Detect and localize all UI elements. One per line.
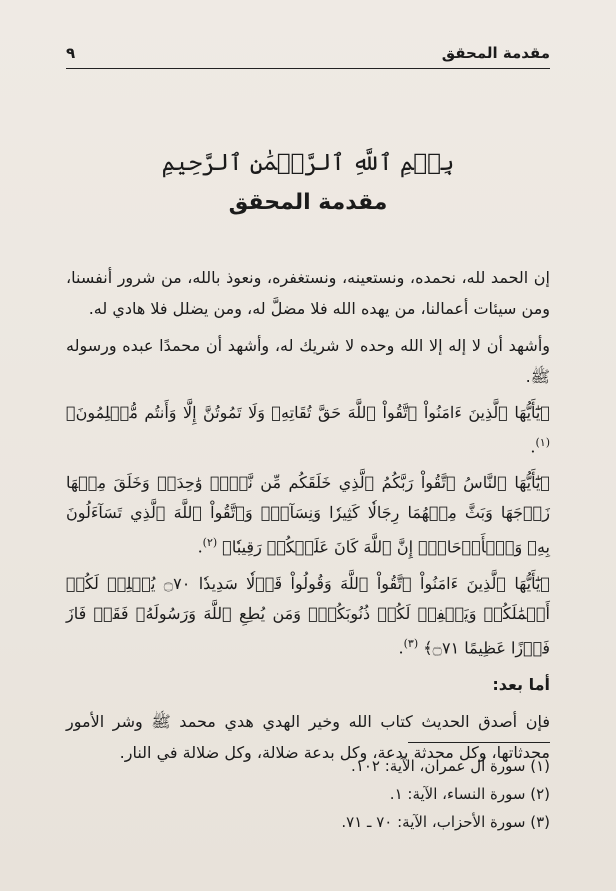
verse-text: ﴿يَٰٓأَيُّهَا ٱلَّذِينَ ءَامَنُواْ ٱتَّقُواْ ٱللَّهَ حَقَّ تُقَاتِهِۦ وَلَا تَمُوتُنَّ إِلَّا وَأَنتُم مُّسۡلِمُونَ﴾ <box>66 403 550 422</box>
footnote: (٣) سورة الأحزاب، الآية: ٧٠ ـ ٧١. <box>341 813 550 831</box>
running-header <box>66 42 550 69</box>
footnote-ref: (٣) <box>403 636 419 650</box>
paragraph: فإن أصدق الحديث كتاب الله وخير الهدي هدي محمد ﷺ وشر الأمور محدثاتها، وكل محدثة بدعة، وكل بدعة ضلالة، وكل ضلالة في النار. <box>66 711 550 762</box>
footnotes <box>66 752 550 836</box>
page-title: مقدمة المحقق <box>228 190 388 215</box>
verse: ﴿يَٰٓأَيُّهَا ٱلنَّاسُ ٱتَّقُواْ رَبَّكُمُ ٱلَّذِي خَلَقَكُم مِّن نَّفۡسٖ وَٰحِدَةٖ وَخَلَقَ مِنۡهَا زَوۡجَهَا وَبَثَّ مِنۡهُمَا رِجَالٗا كَثِيرٗا وَنِسَآءٗۚ وَٱتَّقُواْ ٱللَّهَ ٱلَّذِي تَسَآءَلُونَ بِهِۦ وَٱلۡأَرۡحَامَۚ إِنَّ ٱللَّهَ كَانَ عَلَيۡكُمۡ رَقِيبٗا﴾ $^{(٢)}$. <box>66 473 551 557</box>
footnote-separator <box>408 742 550 743</box>
page-number: ٩ <box>66 44 76 62</box>
footnote: (٢) سورة النساء، الآية: ١. <box>389 785 550 803</box>
footnote-ref: (٢) <box>202 536 218 550</box>
main-text <box>66 262 550 774</box>
verse-text: ﴿يَٰٓأَيُّهَا ٱلَّذِينَ ءَامَنُواْ ٱتَّقُواْ ٱللَّهَ وَقُولُواْ قَوۡلٗا سَدِيدٗا ۝٧٠ يُصۡلِحۡ لَكُمۡ أَعۡمَٰلَكُمۡ وَيَغۡفِرۡ لَكُمۡ ذُنُوبَكُمۡۗ وَمَن يُطِعِ ٱللَّهَ وَرَسُولَهُۥ فَقَدۡ فَازَ فَوۡزًا عَظِيمًا ۝٧١﴾ <box>66 573 550 657</box>
verse: ﴿يَٰٓأَيُّهَا ٱلَّذِينَ ءَامَنُواْ ٱتَّقُواْ ٱللَّهَ حَقَّ تُقَاتِهِۦ وَلَا تَمُوتُنَّ إِلَّا وَأَنتُم مُّسۡلِمُونَ﴾ $^{(١)}$. <box>66 403 550 457</box>
verse-text: ﴿يَٰٓأَيُّهَا ٱلنَّاسُ ٱتَّقُواْ رَبَّكُمُ ٱلَّذِي خَلَقَكُم مِّن نَّفۡسٖ وَٰحِدَةٖ وَخَلَقَ مِنۡهَا زَوۡجَهَا وَبَثَّ مِنۡهُمَا رِجَالٗا كَثِيرٗا وَنِسَآءٗۚ وَٱتَّقُواْ ٱللَّهَ ٱلَّذِي تَسَآءَلُونَ بِهِۦ وَٱلۡأَرۡحَامَۚ إِنَّ ٱللَّهَ كَانَ عَلَيۡكُمۡ رَقِيبٗا﴾ <box>66 473 551 557</box>
paragraph: وأشهد أن لا إله إلا الله وحده لا شريك له، وأشهد أن محمدًا عبده ورسوله ﷺ. <box>66 336 550 386</box>
footnote-ref: (١) <box>535 436 550 449</box>
section-heading: أما بعد: <box>492 674 550 694</box>
footnote: (١) سورة آل عمران، الآية: ١٠٢. <box>351 757 550 775</box>
basmala: بِسۡمِ ٱللَّهِ ٱلرَّحۡمَٰنِ ٱلرَّحِيمِ <box>161 150 455 176</box>
verse: ﴿يَٰٓأَيُّهَا ٱلَّذِينَ ءَامَنُواْ ٱتَّقُواْ ٱللَّهَ وَقُولُواْ قَوۡلٗا سَدِيدٗا ۝٧٠ يُصۡلِحۡ لَكُمۡ أَعۡمَٰلَكُمۡ وَيَغۡفِرۡ لَكُمۡ ذُنُوبَكُمۡۗ وَمَن يُطِعِ ٱللَّهَ وَرَسُولَهُۥ فَقَدۡ فَازَ فَوۡزًا عَظِيمًا ۝٧١﴾ $^{(٣)}$. <box>66 573 550 657</box>
paragraph: إن الحمد لله، نحمده، ونستعينه، ونستغفره، ونعوذ بالله، من شرور أنفسنا، ومن سيئات أعمالنا، من يهده الله فلا مضلَّ له، ومن يضلل فلا هادي له. <box>66 268 550 318</box>
header-title: مقدمة المحقق <box>441 44 550 62</box>
